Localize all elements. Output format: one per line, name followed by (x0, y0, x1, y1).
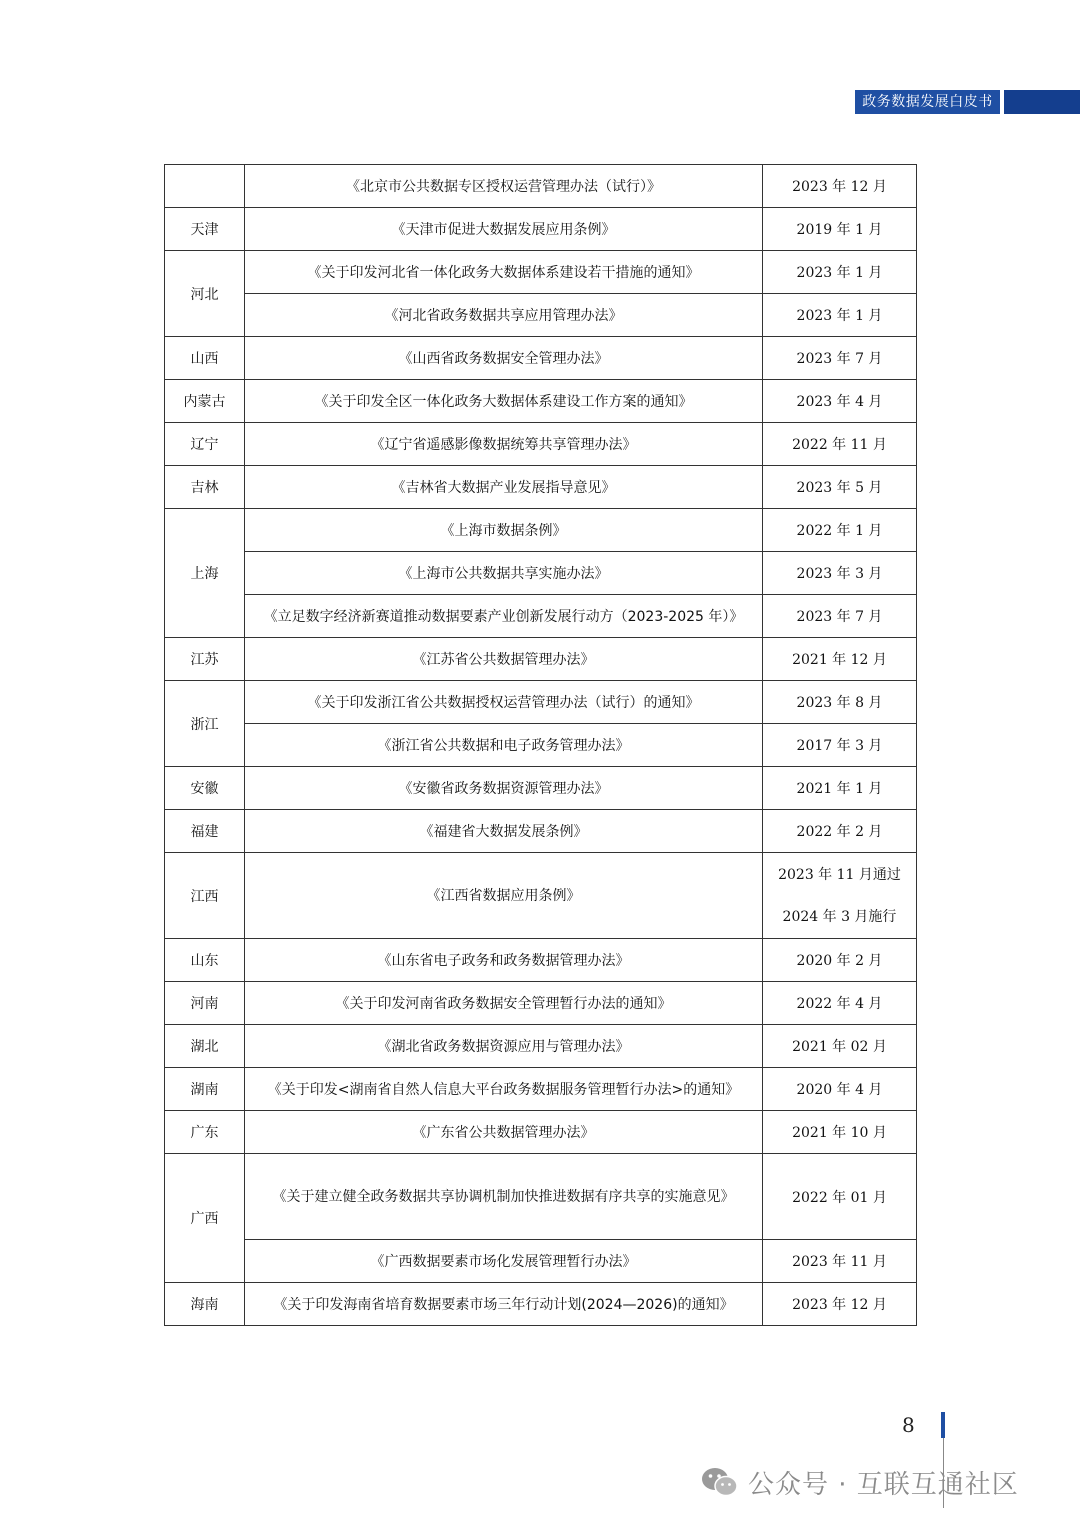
table-row (165, 509, 917, 552)
table-row (165, 724, 917, 767)
document-title-cell: 《上海市公共数据共享实施办法》 (245, 552, 763, 595)
date-cell: 2022 年 2 月 (763, 810, 917, 853)
document-title-cell: 《天津市促进大数据发展应用条例》 (245, 208, 763, 251)
document-title-cell: 《山西省政务数据安全管理办法》 (245, 337, 763, 380)
table-row (165, 1240, 917, 1283)
province-cell: 福建 (165, 810, 245, 853)
province-cell: 浙江 (165, 681, 245, 767)
document-title-cell: 《关于印发河南省政务数据安全管理暂行办法的通知》 (245, 982, 763, 1025)
document-title-cell: 《关于印发海南省培育数据要素市场三年行动计划(2024—2026)的通知》 (245, 1283, 763, 1326)
document-title-cell: 《广东省公共数据管理办法》 (245, 1111, 763, 1154)
document-title-cell: 《福建省大数据发展条例》 (245, 810, 763, 853)
document-title-cell: 《关于建立健全政务数据共享协调机制加快推进数据有序共享的实施意见》 (245, 1154, 763, 1240)
table-row (165, 466, 917, 509)
page-marker (941, 1412, 945, 1438)
table-row (165, 1025, 917, 1068)
province-cell: 山东 (165, 939, 245, 982)
table-row (165, 1154, 917, 1240)
table-row (165, 810, 917, 853)
province-cell: 广东 (165, 1111, 245, 1154)
table-row (165, 638, 917, 681)
table-row (165, 1111, 917, 1154)
date-cell: 2023 年 12 月 (763, 165, 917, 208)
province-cell: 内蒙古 (165, 380, 245, 423)
document-title-cell: 《立足数字经济新赛道推动数据要素产业创新发展行动方（2023-2025 年）》 (245, 595, 763, 638)
date-cell: 2023 年 8 月 (763, 681, 917, 724)
date-cell: 2023 年 4 月 (763, 380, 917, 423)
header-accent-bar (1004, 90, 1080, 114)
document-title-cell: 《安徽省政务数据资源管理办法》 (245, 767, 763, 810)
province-cell: 吉林 (165, 466, 245, 509)
province-cell: 河北 (165, 251, 245, 337)
table-row (165, 939, 917, 982)
document-title-cell: 《山东省电子政务和政务数据管理办法》 (245, 939, 763, 982)
date-effective: 2024 年 3 月施行 (782, 908, 897, 925)
table-row (165, 380, 917, 423)
date-cell: 2023 年 3 月 (763, 552, 917, 595)
date-cell (763, 853, 917, 939)
province-cell (165, 165, 245, 208)
province-cell: 江西 (165, 853, 245, 939)
date-cell: 2020 年 4 月 (763, 1068, 917, 1111)
date-cell: 2023 年 1 月 (763, 251, 917, 294)
table-row (165, 552, 917, 595)
province-cell: 上海 (165, 509, 245, 638)
date-cell: 2020 年 2 月 (763, 939, 917, 982)
table-row (165, 208, 917, 251)
date-cell: 2021 年 12 月 (763, 638, 917, 681)
province-cell: 广西 (165, 1154, 245, 1283)
document-title-cell: 《辽宁省遥感影像数据统筹共享管理办法》 (245, 423, 763, 466)
watermark-text: 公众号 · 互联互通社区 (748, 1469, 1019, 1500)
province-cell: 湖南 (165, 1068, 245, 1111)
document-title-cell: 《浙江省公共数据和电子政务管理办法》 (245, 724, 763, 767)
date-cell: 2019 年 1 月 (763, 208, 917, 251)
province-cell: 天津 (165, 208, 245, 251)
document-title-cell: 《江西省数据应用条例》 (245, 853, 763, 939)
date-cell: 2021 年 10 月 (763, 1111, 917, 1154)
document-title-cell: 《广西数据要素市场化发展管理暂行办法》 (245, 1240, 763, 1283)
document-title-cell: 《关于印发浙江省公共数据授权运营管理办法（试行）的通知》 (245, 681, 763, 724)
document-title-cell: 《河北省政务数据共享应用管理办法》 (245, 294, 763, 337)
table-row (165, 1068, 917, 1111)
document-title-cell: 《湖北省政务数据资源应用与管理办法》 (245, 1025, 763, 1068)
table-row (165, 251, 917, 294)
date-cell: 2021 年 1 月 (763, 767, 917, 810)
date-cell: 2023 年 7 月 (763, 595, 917, 638)
date-cell: 2022 年 01 月 (763, 1154, 917, 1240)
province-cell: 河南 (165, 982, 245, 1025)
table-row (165, 165, 917, 208)
document-title-cell: 《关于印发<湖南省自然人信息大平台政务数据服务管理暂行办法>的通知》 (245, 1068, 763, 1111)
date-cell: 2023 年 12 月 (763, 1283, 917, 1326)
date-cell: 2023 年 7 月 (763, 337, 917, 380)
province-cell: 海南 (165, 1283, 245, 1326)
header-title: 政务数据发展白皮书 (855, 90, 1000, 114)
document-title-cell: 《上海市数据条例》 (245, 509, 763, 552)
date-cell: 2023 年 1 月 (763, 294, 917, 337)
province-cell: 辽宁 (165, 423, 245, 466)
document-title-cell: 《吉林省大数据产业发展指导意见》 (245, 466, 763, 509)
table-row (165, 294, 917, 337)
province-cell: 江苏 (165, 638, 245, 681)
date-cell: 2022 年 11 月 (763, 423, 917, 466)
date-passed: 2023 年 11 月通过 (778, 866, 901, 883)
document-title-cell: 《关于印发全区一体化政务大数据体系建设工作方案的通知》 (245, 380, 763, 423)
province-cell: 山西 (165, 337, 245, 380)
date-cell: 2021 年 02 月 (763, 1025, 917, 1068)
province-cell: 安徽 (165, 767, 245, 810)
document-title-cell: 《江苏省公共数据管理办法》 (245, 638, 763, 681)
date-cell: 2022 年 4 月 (763, 982, 917, 1025)
date-cell: 2017 年 3 月 (763, 724, 917, 767)
date-cell: 2023 年 11 月 (763, 1240, 917, 1283)
wechat-icon (700, 1465, 740, 1499)
province-cell: 湖北 (165, 1025, 245, 1068)
policy-table (164, 164, 917, 1326)
table-row (165, 767, 917, 810)
table-row (165, 681, 917, 724)
policy-table-body (165, 165, 917, 1326)
document-title-cell: 《关于印发河北省一体化政务大数据体系建设若干措施的通知》 (245, 251, 763, 294)
table-row (165, 337, 917, 380)
date-cell: 2023 年 5 月 (763, 466, 917, 509)
document-title-cell: 《北京市公共数据专区授权运营管理办法（试行）》 (245, 165, 763, 208)
table-row (165, 595, 917, 638)
page-number: 8 (902, 1413, 915, 1437)
table-row (165, 423, 917, 466)
date-cell: 2022 年 1 月 (763, 509, 917, 552)
table-row (165, 1283, 917, 1326)
table-row (165, 982, 917, 1025)
watermark (700, 1462, 1019, 1502)
table-row (165, 853, 917, 939)
